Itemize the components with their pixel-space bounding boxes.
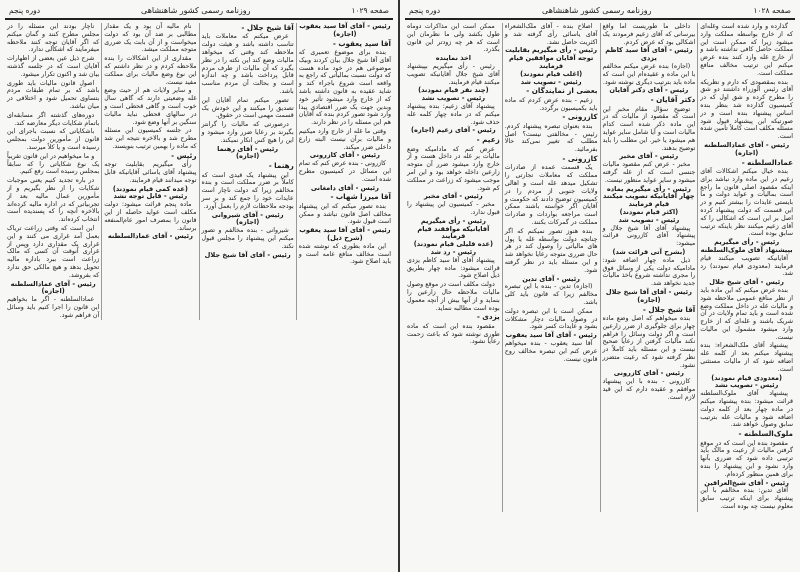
centered-line: رئیس - آقای شیروانی <box>211 210 284 219</box>
period-label: دوره پنجم <box>9 6 41 15</box>
paragraph: پیشنهاد آقای ملک‌الشعراء: بنده پیشنهاد میکنم بعد از کلمه غله اضافه شود که از مالیات مستثنی است. <box>700 342 793 373</box>
centered-line: رئیس - رأی میگیریم آقایانیکه موافقند قیام فرمایند <box>417 216 490 241</box>
centered-line: رئیس - تصویب شد <box>618 215 680 224</box>
paragraph: و ما میخواهیم در این قانون تقریباً یک نوع شکایاتی را که سابقاً بمجلس رسیده است رفع کنیم. <box>7 152 100 176</box>
paragraph: عمادالسلطنه - اگر ما بخواهیم این قانون را اجرا کنیم باید وسائل آن فراهم شود. <box>7 296 100 319</box>
centered-line: رئیس - آقای شیخ جلال <box>709 278 784 287</box>
speaker-heading: ملوک‌السلطنه - <box>738 429 793 439</box>
centered-line: (عده قلیلی قیام نمودند) <box>413 240 493 249</box>
centered-line: (بشرح آتی قرائت شد) <box>612 247 686 256</box>
page-number: صفحه ۱۰۲۸ <box>753 6 791 15</box>
paragraph: این پیشنهاد یک قیدی است که کاملاً بر ضرر مملکت است و بنده مخالفم زیرا که دولت ناچار است عایدات خود را جمع کند و بر سر بودجه ملاحظات لازم را بعمل آورد. <box>201 171 294 210</box>
paragraph: پیشنهاد آقای آقا سید کاظم یزدی قرائت میشود: ماده چهار بطریق ذیل اصلاح شود. <box>407 256 500 280</box>
header-rule <box>405 18 795 20</box>
page-right <box>400 0 800 572</box>
paragraph: شرح ذیل عین بعضی از اظهارات آقایان است که در جلسه گذشته بیان شد و اکنون تکرار میشود. <box>7 55 100 78</box>
page-header <box>5 5 393 16</box>
centered-line: (اجازه) <box>333 29 357 38</box>
paragraph: آقای تدین: بنده مخالفم با این پیشنهاد برای اینکه ترتیب سابق معلوم نیست چه بوده است. <box>700 487 793 511</box>
paragraph: بنده هنوز تصور نمیکنم که اگر چنانچه دولت بواسطه غله یا پول های مالیاتی را وصول کند در هر حال ضرری متوجه رعایا نخواهد شد و این مسئله باید در نظر گرفته شود. <box>504 227 598 274</box>
paragraph: بنده میخواهم که اصل وضع ماده چهار برای جلوگیری از ضرر زارعین است و اگر دولت وسائل را فراهم نکند مالیات گرفتن از رعایا صحیح نیست و این مسئله باید کاملاً در نظر گرفته شود که رعیت متضرر نشود. <box>602 314 696 369</box>
paragraph: وقتی ما غله از خارج وارد میکنیم و مالیات برآن نیست البته زارع داخلی ضرر میکند. <box>298 127 391 151</box>
speaker-heading: آقا شیخ جلال - <box>642 304 696 314</box>
speaker-heading: کازرونی - <box>562 153 598 163</box>
newspaper-title: روزنامه رسمی کشور شاهنشاهی <box>542 6 652 15</box>
paragraph: دولت مکلف است در موقع وصول مالیات ملاحظه حال زارعین را بنماید و از آنها بیش از آنچه معمول بوده است مطالبه ننماید. <box>407 281 500 312</box>
speaker-heading: آقا شیخ جلال - <box>241 23 294 32</box>
paragraph: اصول قانون مالیات باید طوری باشد که بر تمام طبقات مردم بتساوی تحمیل شود و اختلافی در میان نباشد. <box>7 79 100 110</box>
paragraph: مقداری از این اشکالات را بنده ملاحظه کردم و در نظر داشتم که این نوع وضع مالیات برای مملکت مفید نیست. <box>104 55 197 86</box>
text-column <box>199 23 296 320</box>
centered-line: رئیس - رأی میگیریم بقابلیت توجه آقایان موافقین قیام فرمایند <box>505 46 598 70</box>
paragraph: ناچار بودند این مسئله را در مجلس مطرح کنند و گمان میکنم که اگر آقایان توجه کنند ملاحظه میفرمایند که اشکالی ندارد. <box>7 23 100 54</box>
centered-line: رئیس - آقای زعیم (اجازه) <box>411 126 496 135</box>
paragraph: مقصود بنده این است که ماده طوری نوشته شود که باعث زحمت رعایا نشود. <box>407 322 500 346</box>
centered-line: (اجازه) <box>236 152 260 161</box>
speaker-heading: رهنما - <box>268 161 294 171</box>
centered-line: رئیس - تصویب نشد <box>714 381 779 390</box>
paragraph: درصورتی که مالیات را گرانتر بگیرند بر رعایا ضرر وارد میشود و این را هیچ کس انکار نمیکند. <box>201 121 294 144</box>
paragraph: بنده بعنوان تبصره پیشنهاد کردم. رئیس - مخالفتی نیست؟ اصل مطلب که تغییر نمی‌کند حالا بفرمائید. <box>504 122 598 154</box>
paragraph: بنده تصور میکنم که این پیشنهاد مخالف اصل قانون نباشد و ممکن است قبول شود. <box>298 202 391 226</box>
columns <box>405 23 795 512</box>
paragraph: (اجازه) بنده عرض میکنم مخالفم با این ماده و عقیده‌ام این است که ماده باید بترتیب دیگری نوشته شود. <box>602 62 696 86</box>
text-column <box>5 23 101 320</box>
page-number: صفحه ۱۰۲۹ <box>351 6 389 15</box>
centered-line: رئیس - آقای کازرونی <box>309 151 380 160</box>
paragraph: آقا سید یعقوب - بنده میخواهم عرض کنم این تبصره مخالف روح قانون نیست. <box>504 339 598 363</box>
centered-line: (معدودی قیام نمودند) <box>711 373 783 382</box>
centered-line: (اجازه) <box>236 218 260 227</box>
paragraph: (اجازه) تدین - بنده با این تبصره مخالفم زیرا که قانون باید کلی باشد. <box>504 283 598 306</box>
paragraph: کازرونی - بنده عرض کنم که تمام این مسائل در کمیسیون مطرح شده است. <box>298 160 391 183</box>
centered-line: رئیس - آقای کازرونی <box>613 369 684 378</box>
paragraph: و سایر ولایات هم از حیث وضع غله وضعیتی دارند که گاهی سال خوب است و گاهی قحطی است و در سالهای قحطی نباید مالیات سنگین بر آنها وضع شود. <box>104 87 197 126</box>
paragraph: این است که وقتی زراعت تریاک بعمل آمد غراری می کنند و این غراری یک مقداری دارد وپس از غراری آنوقت آن کسی که مالک زراعت است ببرد باداره مالیه تحویل بدهد و هیچ مالکی حق ندارد که بفروشد. <box>7 224 100 279</box>
centered-line: رئیس - آقای شیخ‌العراقین <box>704 478 789 487</box>
text-column <box>697 23 795 512</box>
centered-line: رئیس - آقای عمادالسلطنه <box>107 232 193 241</box>
paragraph: کازرونی - بنده با این پیشنهاد موافقم و عقیده دارم که این قید لازم است. <box>602 378 696 401</box>
centered-line: رئیس - قابل توجه نشد <box>113 192 188 201</box>
paragraph: زعیم - بنده عرض کردم که ماده باید بکمیسیون برگردد. <box>504 96 598 112</box>
paragraph: عرض کنم که مادامیکه وضع مالیات بر غله در داخل هست و از خارج وارد میشود ضرر آن متوجه زارعین داخله خواهد بود و این امر موجب میشود که زراعت در مملکت کم شود. <box>407 145 500 192</box>
paragraph: پیشنهاد آقای آقا شیخ جلال و پیشنهاد آقای کازرونی قرائت میشود: <box>602 224 696 248</box>
paragraph: دوره‌های گذشته اگر مسابقه‌ای باتمام شکایات دیگر معارضه کند. <box>7 111 100 127</box>
centered-line: رئیس - آقای آقا سید کاظم یزدی <box>605 46 693 63</box>
centered-line: رئیس - آقای دامغانی <box>310 183 379 192</box>
centered-line: رئیس - آقای رهنما <box>217 144 279 153</box>
page-header <box>405 5 795 16</box>
centered-line: رئیس - رأی میگیریم بماده چهار آقایانیکه تصویب میکنند قیام فرمایند <box>603 184 695 209</box>
paragraph: مقصود بنده این است که در موقع گرفتن مالیات از رعیت و مالک باید ترتیبی داده شود که ضرری بآنها وارد نشود و این پیشنهاد را بنده برای همین منظور کرده‌ام. <box>700 439 793 478</box>
speaker-heading: رئیس - <box>171 150 197 160</box>
paragraph: ذیل ماده چهار اضافه شود: مادامیکه دولت یکی از وسائل فوق را مجری نداشته شروع باخذ مالیات جدید نخواهد شد. <box>602 256 696 288</box>
paragraph: داخلی ما طوریست اما واقع بیرسانی که آقای زعیم فرمودند یک اشکالی بود که عرض کردم. <box>602 23 696 46</box>
centered-line: (اغلب قیام نمودند) <box>520 69 583 78</box>
paragraph: رأی میگیریم بقابلیت توجه پیشنهاد آقای یاسائی آقایانیکه قابل توجه میدانند قیام فرمایند. <box>104 161 197 184</box>
centered-line: (چند نفر قیام نمودند) <box>418 86 489 95</box>
centered-line: رئیس - آقای مخبر <box>424 192 483 201</box>
paragraph: پیشنهاد آقای زعیم: بنده پیشنهاد میکنم که در ماده چهار کلمه غله حذف شود. <box>407 102 500 126</box>
paragraph: اصلاح بنده - آقای ملک‌الشعراء آقای یاسائی رأی گرفته شد و اکثریت حاصل نشد. <box>504 23 598 46</box>
centered-line: رئیس - تصویب شد <box>520 77 582 86</box>
paragraph: نام مالیه آن بود و یک مقدار مطالبی بر ضد آن بود که دولت میخواست و از آن بابت یک ضرری متوجه مملکت میشد. <box>104 23 197 54</box>
centered-line: رئیس - آقای آقا سید یعقوب <box>299 226 391 235</box>
centered-line: رئیس - آقای آقا شیخ جلال <box>605 287 692 296</box>
paragraph: تصور میکنم تمام آقایان این تصدیق را میکنند و این خودش یک قسمت مهمی است در حقوق. <box>201 96 294 120</box>
period-label: دوره پنجم <box>409 6 441 15</box>
paragraph: پیشنهاد آقای ملوک‌السلطنه قرائت میشود: بنده پیشنهاد میکنم در ماده چهار بعد از کلمه دولت اضافه شود و مالیات غله بترتیب سابق وصول خواهد شد. <box>700 390 793 429</box>
speaker-heading: دکتر آقایان - <box>650 95 696 105</box>
header-rule <box>5 18 393 20</box>
centered-line: رئیس - آقای عمادالسلطنه <box>704 140 790 149</box>
paragraph: مخبر - کمیسیون این پیشنهاد را قبول ندارد. <box>407 201 500 216</box>
paragraph: مخبر - عرض کنم مقصود مالیات جنسی است که از غله گرفته میشود و سایر عواید منظور نیست. <box>602 161 696 184</box>
text-column <box>600 23 698 512</box>
text-column <box>296 23 393 320</box>
paragraph: گذارده و وارد شده است وغله‌ای که از خارج بواسطه مملکت وارد میشود زیرا که ممکن است این مملکت حاصل کافی نداشته باشد و از خارج غله وارد کنند بنده عرض میکنم این ترتیب مخالف منافع مملکت است. <box>700 23 793 77</box>
paragraph: ممکن است با این تبصره دولت در وصول مالیات دچار مشکلات بشود و عایدات کسر شود. <box>504 307 598 331</box>
centered-line: (شرح ذیل) <box>327 233 363 242</box>
centered-line: اخذ نماینده <box>435 54 472 63</box>
paragraph: آقایانیکه تصویب میکنند قیام فرمایند (معدودی قیام نمودند) رد شد. <box>700 254 793 278</box>
centered-line: رئیس - آقای آقا سید یعقوب <box>299 22 391 30</box>
speaker-heading: یزدی - <box>476 312 500 322</box>
speaker-heading: بعضی از نمایندگان - <box>526 86 598 96</box>
centered-line: رئیس - آقای آقا شیخ جلال <box>204 250 291 259</box>
speaker-heading: زعیم - <box>476 135 500 145</box>
text-column <box>101 23 198 320</box>
paragraph: شیروانی - بنده مخالفم و تصور میکنم این پیشنهاد را مجلس قبول نکند. <box>201 227 294 250</box>
centered-line: رئیس - آقای آقا سید یعقوب <box>505 331 597 340</box>
speaker-heading: آقا میرزا شهاب - <box>330 192 391 202</box>
paragraph: در باره تجدید کنیم یعنی موجبات شکایات را از نظر بگیریم و از مأمورین عمال مالیه بعد از تجربیاتی که در اداره مالیه کرده‌اند بالاخره آنچه را که پسندیده است انتخاب کرده‌اند. <box>7 177 100 224</box>
centered-line: رئیس - رأی میگیریم بپیشنهاد آقای ملوک‌السلطنه <box>700 238 793 254</box>
centered-line: (اجازه) <box>41 287 65 296</box>
centered-line: رئیس - آقای عمادالسلطنه <box>10 279 96 288</box>
newspaper-title: روزنامه رسمی کشور شاهنشاهی <box>141 6 251 15</box>
columns <box>5 23 393 320</box>
speaker-heading: کازرونی - <box>562 112 598 122</box>
centered-line: (عده کمی قیام نمودند) <box>112 184 188 193</box>
paragraph: توضیح سؤال مقام مخبر این است که مقصود از مالیات که در این ماده ذکر شده است کدام مالیات است و آیا شامل سایر عواید هم میشود یا خیر. این مطلب را باید توضیح بدهند. <box>602 105 696 152</box>
paragraph: ماده پنجم قرائت میشود: دولت مکلف است عواید حاصله از این قانون را بمصرف امور عام‌المنفعه برساند. <box>104 201 197 232</box>
speaker-heading: آقا سید یعقوب - <box>332 38 391 48</box>
centered-line: رئیس - رد شد <box>430 247 477 256</box>
paragraph: رئیس - رأی میگیریم بپیشنهاد آقای شیخ جلال آقایانیکه تصویب میکنند قیام فرمایند. <box>407 62 500 86</box>
centered-line: (اجازه) <box>735 148 759 157</box>
text-column <box>502 23 600 512</box>
centered-line: رئیس - آقای دکتر آقایان <box>609 86 689 95</box>
centered-line: رئیس - آقای مخبر <box>619 152 679 161</box>
paragraph: ممکن است این مذاکرات دوماه طول بکشد ولی ما نظرمان این است که هر چه زودتر این قانون بگذرد. <box>407 23 500 54</box>
speaker-heading: عمادالسلطنه - <box>741 157 793 167</box>
centered-line: (اجازه) <box>637 295 661 304</box>
centered-line: رئیس - تصویب نشد <box>421 94 486 103</box>
paragraph: در جلسه کمیسیون این مسئله مطرح شد و بالاخره نتیجه این شد که ماده را بهمین ترتیب بنویسند. <box>104 127 197 150</box>
centered-line: (اکثر قیام نمودند) <box>619 207 679 216</box>
paragraph: بنده عرض میکنم که این ماده باید از نظر منافع عمومی ملاحظه شود و مالیات غله در داخل مملکت وضع شده است و باید تمام ولایات در آن شریک باشند و غله‌ای که از خارج وارد میشود مشمول این مالیات نیست. <box>700 286 793 341</box>
paragraph: این ماده بطوری که نوشته شده است مخالف منافع عامه است و باید اصلاح شود. <box>298 242 391 266</box>
text-column <box>405 23 502 512</box>
paragraph: عرض میکنم که معاملات باید تناسب داشته باشد و هیئت دولت ملاحظه کند وقتی که میخواهد مالیات وضع کند این نکته را در نظر بگیرد که آن مالیات از طرف مردم قابل پرداخت باشد و چه اندازه است و بحالت آن مردم مناسب باشد. <box>201 33 294 95</box>
paragraph: بنده خیال میکنم اشکالات آقای زعیم در این ماده وارد نباشد برای اینکه مقصود اصلی قانون ما راجع است بمالیات و عواید دولت و ما بایستی عایدات را بیشتر کنیم و در این قسمت که دولت پیشنهاد کرده اصل بر این است که اشکالی را که آقای زعیم میکنند نظر باینکه ترتیب سابق بوده است. <box>700 167 793 238</box>
paragraph: بنده برای موضوع تعمیری که آقای آقا شیخ جلال بیان کردند وبیک موضوعی هم در خود ماده هست که دولت نسبت بمالیاتی که راجع به واقعه است شروع باجراء کند و شاید عقیده به قانون داشته باشد که از خارج وارد میشود تأثیر خود وبدین جهت یک ضرر اقتصادی پیدا وارد شود تصور کردم بنده که آقایان هم این مسئله را در نظر دارند. <box>298 49 391 127</box>
paragraph: یک قسمت عمده از صادرات مملکت که معاملات تجارتی را تشکیل میدهد غله است و اهالی ولایات جنوبی از مردم را در کمیسیون توضیح دادند که حکومت و آقایان اگر خواسته باشند ممکن است مراجعه بواردات و صادرات مملکت در گمرکات بکنند. <box>504 164 598 226</box>
centered-line: رئیس - آقای تدین <box>522 274 580 283</box>
paragraph: باشکایاتی که نسبت باجرای این قانون از مأمورین دولت بمجلس رسیده است و یا کلاً میرسد. <box>7 128 100 151</box>
paragraph: بنده بمقصودی که دارم و نظریکه آقای رئیس الوزراء داشتند دو شق را مطرح کرده و شق اول که در کمیسیون گذارده شد بنظر بنده اساس پیشنهاد بنده است و در صورتیکه این پیشنهاد قبول شود مسئله مکلف است کاملاً تأمین شده است. <box>700 78 793 141</box>
